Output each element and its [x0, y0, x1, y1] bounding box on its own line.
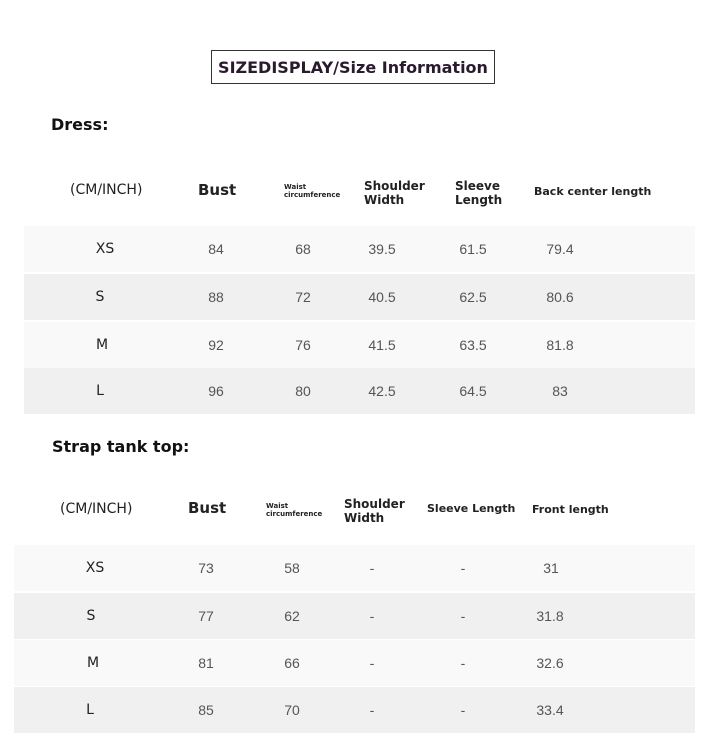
- bust-cell: 88: [208, 289, 224, 305]
- length-cell: 33.4: [536, 702, 564, 718]
- dress-waist-header-line1: Waist: [284, 183, 307, 191]
- tank-front-length-header: Front length: [532, 503, 609, 516]
- tank-unit-header: (CM/INCH): [60, 501, 133, 517]
- length-cell: 81.8: [546, 337, 574, 353]
- length-cell: 31: [543, 560, 559, 576]
- dress-sleeve-header: [455, 179, 502, 207]
- size-cell: S: [86, 608, 96, 624]
- sleeve-cell: 64.5: [459, 383, 487, 399]
- table-row: [14, 687, 695, 733]
- length-cell: 80.6: [546, 289, 574, 305]
- waist-cell: 70: [284, 702, 300, 718]
- shoulder-cell: 42.5: [368, 383, 396, 399]
- dress-sleeve-header-line2: Length: [455, 193, 503, 207]
- shoulder-cell: -: [369, 560, 375, 576]
- tank-shoulder-header: [344, 497, 405, 525]
- bust-cell: 85: [198, 702, 214, 718]
- waist-cell: 58: [284, 560, 300, 576]
- table-row: [24, 226, 695, 272]
- shoulder-cell: 41.5: [368, 337, 396, 353]
- size-cell: L: [96, 383, 104, 399]
- waist-cell: 66: [284, 655, 300, 671]
- tank-sleeve-header: Sleeve Length: [427, 502, 516, 515]
- tank-shoulder-header-line1: Shoulder: [344, 497, 405, 511]
- sleeve-cell: 62.5: [459, 289, 487, 305]
- shoulder-cell: 40.5: [368, 289, 396, 305]
- tank-bust-header: Bust: [188, 499, 227, 517]
- dress-bust-header: Bust: [198, 181, 237, 199]
- size-cell: S: [95, 289, 105, 305]
- table-row: [24, 322, 695, 368]
- size-cell: M: [95, 337, 109, 353]
- table-row: [14, 545, 695, 591]
- dress-heading: Dress:: [51, 115, 109, 134]
- bust-cell: 92: [208, 337, 224, 353]
- bust-cell: 77: [198, 608, 214, 624]
- table-row: [14, 593, 695, 639]
- size-cell: L: [86, 702, 94, 718]
- dress-shoulder-header: [364, 179, 425, 207]
- tank-waist-header: [266, 502, 322, 518]
- length-cell: 83: [552, 383, 568, 399]
- bust-cell: 96: [208, 383, 224, 399]
- tank-waist-header-line1: Waist: [266, 502, 289, 510]
- tank-heading: Strap tank top:: [52, 437, 190, 456]
- sleeve-cell: 63.5: [459, 337, 487, 353]
- sleeve-cell: -: [460, 702, 466, 718]
- sleeve-cell: -: [460, 608, 466, 624]
- shoulder-cell: -: [369, 655, 375, 671]
- size-cell: XS: [95, 241, 115, 257]
- shoulder-cell: -: [369, 608, 375, 624]
- dress-waist-header: [284, 183, 340, 199]
- sleeve-cell: 61.5: [459, 241, 487, 257]
- tank-shoulder-header-line2: Width: [344, 511, 385, 525]
- waist-cell: 80: [295, 383, 311, 399]
- shoulder-cell: -: [369, 702, 375, 718]
- dress-sleeve-header-line1: Sleeve: [455, 179, 500, 193]
- waist-cell: 62: [284, 608, 300, 624]
- table-row: [14, 640, 695, 686]
- shoulder-cell: 39.5: [368, 241, 396, 257]
- table-row: [24, 368, 695, 414]
- table-row: [24, 274, 695, 320]
- length-cell: 32.6: [536, 655, 564, 671]
- dress-waist-header-line2: circumference: [284, 191, 341, 199]
- waist-cell: 68: [295, 241, 311, 257]
- size-cell: XS: [85, 560, 105, 576]
- dress-shoulder-header-line2: Width: [364, 193, 405, 207]
- sleeve-cell: -: [460, 655, 466, 671]
- waist-cell: 72: [295, 289, 311, 305]
- length-cell: 79.4: [546, 241, 574, 257]
- sleeve-cell: -: [460, 560, 466, 576]
- size-cell: M: [86, 655, 100, 671]
- bust-cell: 81: [198, 655, 214, 671]
- bust-cell: 73: [198, 560, 214, 576]
- dress-back-length-header: Back center length: [534, 185, 652, 198]
- bust-cell: 84: [208, 241, 224, 257]
- page-title: SIZEDISPLAY/Size Information: [211, 50, 495, 84]
- dress-unit-header: (CM/INCH): [70, 182, 143, 198]
- length-cell: 31.8: [536, 608, 564, 624]
- waist-cell: 76: [295, 337, 311, 353]
- dress-shoulder-header-line1: Shoulder: [364, 179, 425, 193]
- tank-waist-header-line2: circumference: [266, 510, 323, 518]
